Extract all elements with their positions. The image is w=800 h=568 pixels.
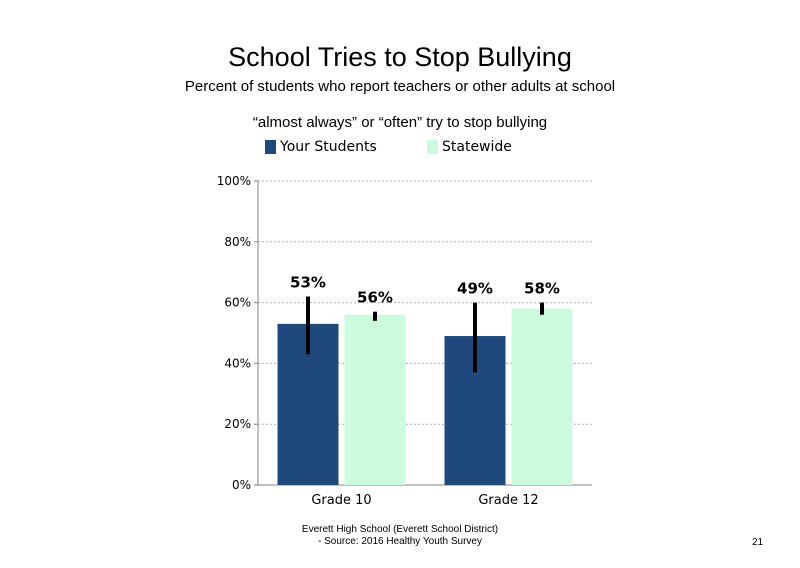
source-footer (230, 524, 570, 548)
y-tick-label-60: 60% (224, 295, 251, 310)
legend-label-statewide: Statewide (442, 139, 512, 155)
y-tick-label-100: 100% (216, 174, 251, 188)
chart-subtitle-line-2: “almost always” or “often” try to stop bullying (252, 114, 548, 131)
bar-statewide-grade-12 (512, 309, 573, 485)
data-label-statewide-grade-12: 58% (524, 279, 560, 298)
footer-line-2: - Source: 2016 Healthy Youth Survey (318, 536, 482, 547)
y-tick-label-80: 80% (224, 234, 251, 249)
bar-statewide-grade-10 (345, 315, 406, 485)
footer-line-1: Everett High School (Everett School District) (301, 524, 499, 535)
y-tick-label-40: 40% (224, 356, 251, 371)
x-tick-label-grade-12: Grade 12 (478, 493, 539, 508)
y-tick-label-20: 20% (224, 417, 251, 432)
chart-subtitle-line-1: Percent of students who report teachers or other adults at school (184, 78, 616, 95)
y-tick-label-0: 0% (231, 478, 251, 492)
data-label-your-students-grade-12: 49% (457, 279, 493, 298)
data-label-your-students-grade-10: 53% (290, 273, 326, 292)
data-label-statewide-grade-10: 56% (357, 288, 393, 307)
x-tick-label-grade-10: Grade 10 (311, 493, 372, 508)
legend-label-your-students: Your Students (280, 139, 377, 155)
chart-title: School Tries to Stop Bullying (228, 42, 572, 72)
page-number: 21 (752, 537, 764, 548)
